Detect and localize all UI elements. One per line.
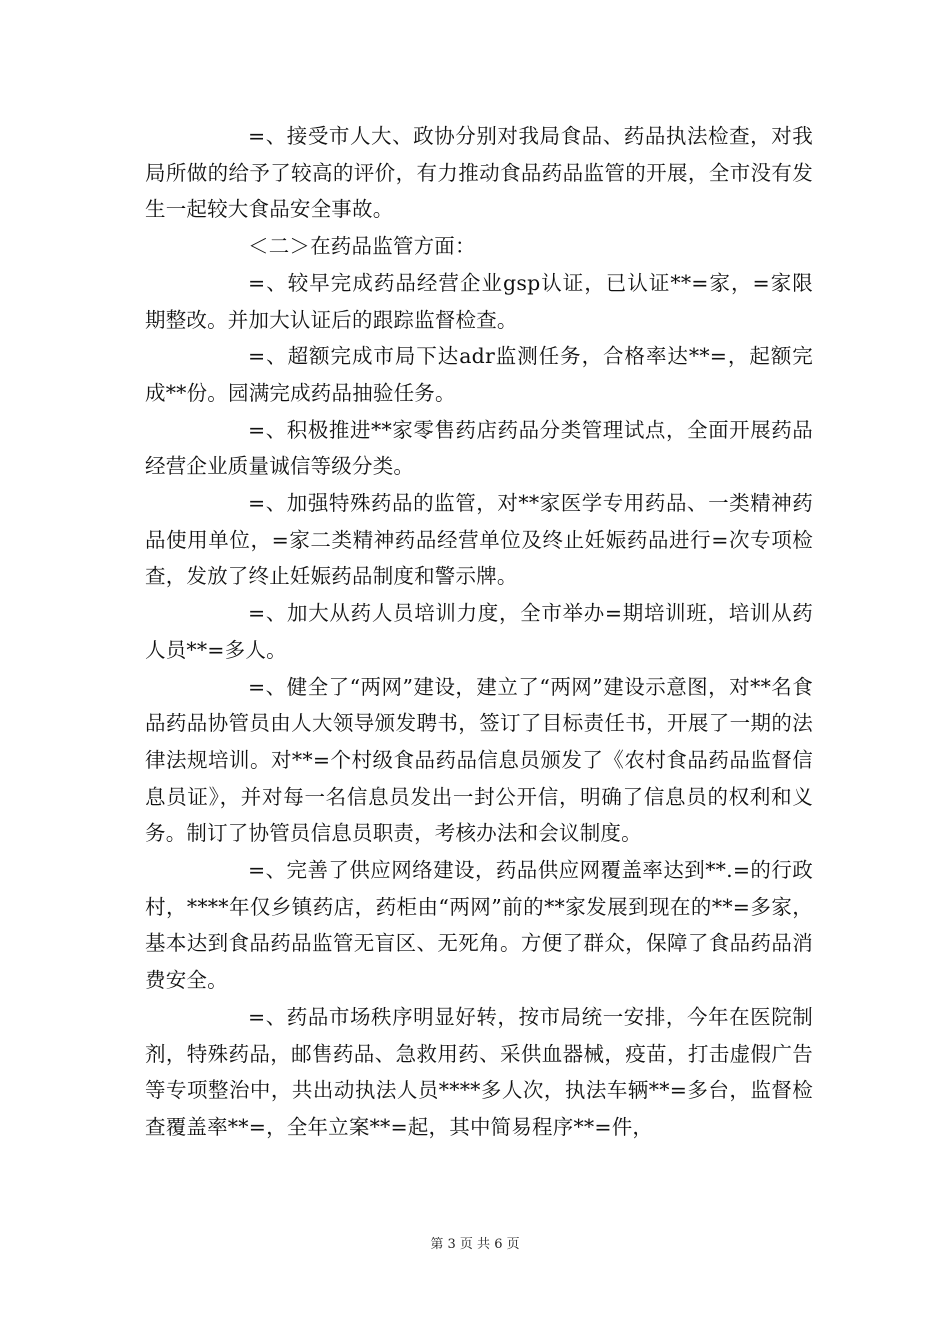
paragraph-adr-monitoring: =、超额完成市局下达adr监测任务，合格率达**=，起额完成**份。园满完成药品抽验任务。 xyxy=(145,344,813,405)
paragraph-staff-training: =、加大从药人员培训力度，全市举办=期培训班，培训从药人员**=多人。 xyxy=(145,601,813,662)
paragraph-supply-network: =、完善了供应网络建设，药品供应网覆盖率达到**.=的行政村，****年仅乡镇药店，药柜由“两网”前的**家发展到现在的**=多家，基本达到食品药品监管无盲区、无死角。方便了群众，保障了食品药品消费安全。 xyxy=(145,858,813,993)
paragraph-market-order: =、药品市场秩序明显好转，按市局统一安排，今年在医院制剂，特殊药品，邮售药品、急救用药、采供血器械，疫苗，打击虚假广告等专项整治中，共出动执法人员****多人次，执法车辆**=多台，监督检查覆盖率**=，全年立案**=起，其中简易程序**=件， xyxy=(145,1004,813,1139)
paragraph-gsp-certification: =、较早完成药品经营企业gsp认证，已认证**=家，=家限期整改。并加大认证后的跟踪监督检查。 xyxy=(145,270,813,332)
paragraph-two-networks: =、健全了“两网”建设，建立了“两网”建设示意图，对**名食品药品协管员由人大领导颁发聘书，签订了目标责任书，开展了一期的法律法规培训。对**=个村级食品药品信息员颁发了《农村食品药品监督信息员证》，并对每一名信息员发出一封公开信，明确了信息员的权利和义务。制订了协管员信息员职责，考核办法和会议制度。 xyxy=(145,674,813,846)
document-body xyxy=(145,118,813,1146)
section-heading-drug-supervision: ＜二＞在药品监管方面： xyxy=(248,234,476,259)
paragraph-special-drugs: =、加强特殊药品的监管，对**家医学专用药品、一类精神药品使用单位，=家二类精神药品经营单位及终止妊娠药品进行=次专项检查，发放了终止妊娠药品制度和警示牌。 xyxy=(145,491,813,589)
paragraph-npc-inspection: =、接受市人大、政协分别对我局食品、药品执法检查，对我局所做的给予了较高的评价，有力推动食品药品监管的开展，全市没有发生一起较大食品安全事故。 xyxy=(145,124,813,222)
page-number-footer: 第 3 页 共 6 页 xyxy=(430,1237,520,1252)
paragraph-classification-pilot: =、积极推进**家零售药店药品分类管理试点，全面开展药品经营企业质量诚信等级分类。 xyxy=(145,417,813,479)
